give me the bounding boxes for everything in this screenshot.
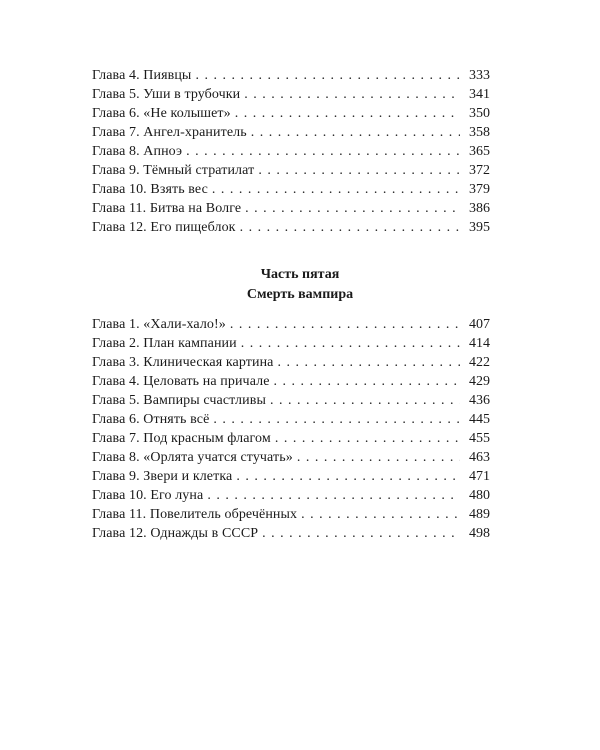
chapter-title: Глава 8. «Орлята учатся стучать» <box>92 450 293 465</box>
chapter-title: Глава 3. Клиническая картина <box>92 355 274 370</box>
toc-entry <box>92 372 490 391</box>
chapter-title: Глава 12. Однажды в СССР <box>92 526 259 541</box>
toc-entry <box>92 448 490 467</box>
dot-leader <box>186 142 460 161</box>
dot-leader <box>262 524 460 543</box>
dot-leader <box>240 218 460 237</box>
chapter-title: Глава 1. «Хали-хало!» <box>92 317 226 332</box>
toc-entry <box>92 66 490 85</box>
dot-leader <box>275 429 460 448</box>
chapter-title: Глава 2. План кампании <box>92 336 237 351</box>
page-number: 372 <box>469 163 490 178</box>
chapter-title: Глава 6. «Не колышет» <box>92 106 231 121</box>
toc-entry <box>92 142 490 161</box>
page-number: 455 <box>469 431 490 446</box>
chapter-title: Глава 10. Взять вес <box>92 182 208 197</box>
page-number: 350 <box>469 106 490 121</box>
chapter-title: Глава 9. Тёмный стратилат <box>92 163 255 178</box>
toc-entry <box>92 410 490 429</box>
dot-leader <box>245 199 460 218</box>
dot-leader <box>297 448 460 467</box>
toc-entry <box>92 199 490 218</box>
chapter-title: Глава 5. Уши в трубочки <box>92 87 241 102</box>
chapter-title: Глава 8. Апноэ <box>92 144 183 159</box>
page-number: 333 <box>469 68 490 83</box>
toc-entry <box>92 505 490 524</box>
toc-entry <box>92 123 490 142</box>
page-number: 358 <box>469 125 490 140</box>
dot-leader <box>270 391 460 410</box>
page-number: 463 <box>469 450 490 465</box>
toc-entry <box>92 486 490 505</box>
chapter-title: Глава 11. Битва на Волге <box>92 201 242 216</box>
chapter-title: Глава 7. Ангел-хранитель <box>92 125 247 140</box>
chapter-title: Глава 4. Пиявцы <box>92 68 192 83</box>
chapter-title: Глава 4. Целовать на причале <box>92 374 270 389</box>
dot-leader <box>207 486 460 505</box>
toc-entry <box>92 218 490 237</box>
dot-leader <box>236 467 460 486</box>
dot-leader <box>258 161 460 180</box>
toc-entry <box>92 161 490 180</box>
page-number: 414 <box>469 336 490 351</box>
dot-leader <box>251 123 460 142</box>
page-number: 480 <box>469 488 490 503</box>
chapter-title: Глава 6. Отнять всё <box>92 412 210 427</box>
toc-entry <box>92 467 490 486</box>
toc-entry <box>92 334 490 353</box>
dot-leader <box>230 315 460 334</box>
page-number: 436 <box>469 393 490 408</box>
dot-leader <box>213 410 460 429</box>
dot-leader <box>274 372 460 391</box>
dot-leader <box>241 334 460 353</box>
dot-leader <box>277 353 460 372</box>
chapter-title: Глава 5. Вампиры счастливы <box>92 393 266 408</box>
dot-leader <box>301 505 460 524</box>
dot-leader <box>244 85 460 104</box>
toc-part-four-list <box>92 66 490 237</box>
dot-leader <box>212 180 460 199</box>
page-number: 471 <box>469 469 490 484</box>
page-number: 422 <box>469 355 490 370</box>
part-label: Часть пятая <box>260 267 340 282</box>
toc-part-five-list <box>92 315 490 543</box>
chapter-title: Глава 10. Его луна <box>92 488 204 503</box>
toc-entry <box>92 104 490 123</box>
chapter-title: Глава 7. Под красным флагом <box>92 431 271 446</box>
page-number: 498 <box>469 526 490 541</box>
page-number: 395 <box>469 220 490 235</box>
page-number: 379 <box>469 182 490 197</box>
toc-entry <box>92 524 490 543</box>
page-number: 445 <box>469 412 490 427</box>
dot-leader <box>195 66 460 85</box>
chapter-title: Глава 12. Его пищеблок <box>92 220 236 235</box>
page-number: 407 <box>469 317 490 332</box>
dot-leader <box>235 104 460 123</box>
page-number: 341 <box>469 87 490 102</box>
page-number: 365 <box>469 144 490 159</box>
toc-entry <box>92 391 490 410</box>
page-number: 386 <box>469 201 490 216</box>
toc-entry <box>92 85 490 104</box>
part-title: Смерть вампира <box>246 287 354 302</box>
page-number: 489 <box>469 507 490 522</box>
toc-entry <box>92 353 490 372</box>
toc-entry <box>92 315 490 334</box>
toc-entry <box>92 180 490 199</box>
toc-entry <box>92 429 490 448</box>
chapter-title: Глава 11. Повелитель обречённых <box>92 507 298 522</box>
chapter-title: Глава 9. Звери и клетка <box>92 469 233 484</box>
page-number: 429 <box>469 374 490 389</box>
